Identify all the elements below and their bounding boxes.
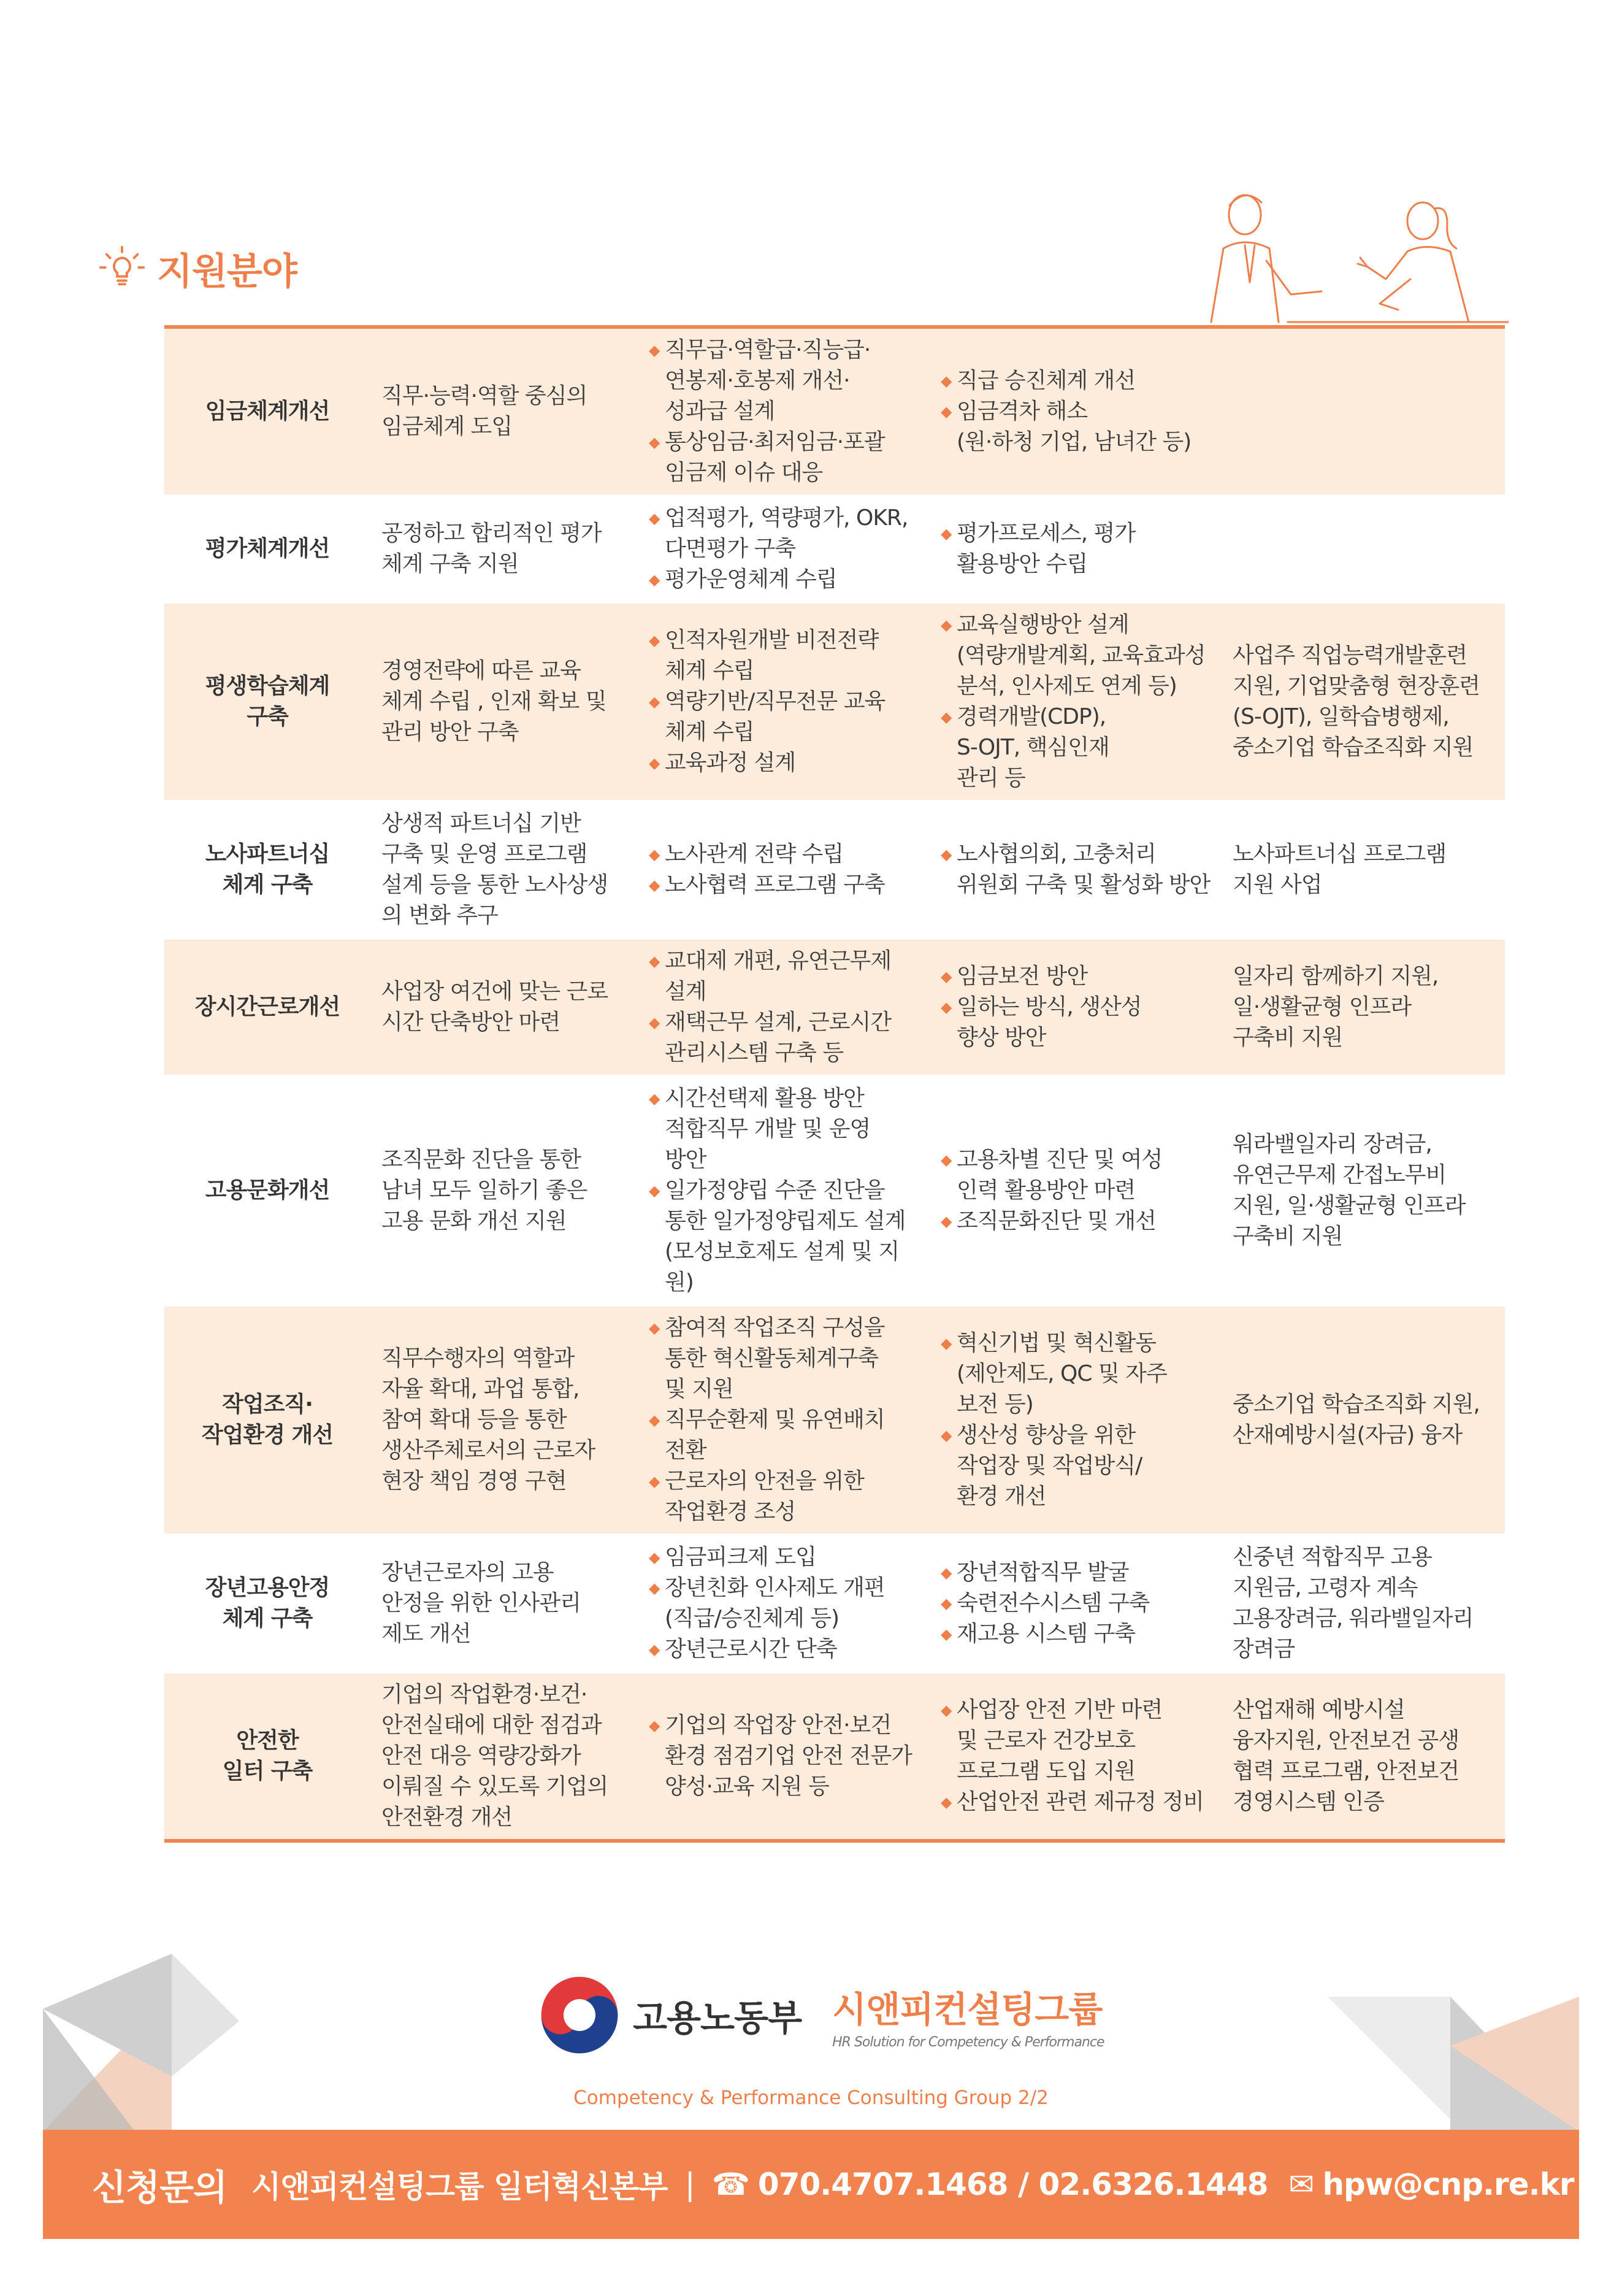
bullet-item bbox=[649, 1313, 919, 1405]
bullet-text: 임금피크제 도입 bbox=[665, 1545, 816, 1570]
bullet-text: 생산성 향상을 위한 작업장 및 작업방식/ 환경 개선 bbox=[957, 1423, 1142, 1509]
bullet-item bbox=[941, 1787, 1211, 1818]
support-cell: 일자리 함께하기 지원, 일·생활균형 인프라 구축비 지원 bbox=[1222, 939, 1505, 1076]
operation-cell bbox=[930, 1076, 1222, 1305]
goal-cell: 사업장 여건에 맞는 근로 시간 단축방안 마련 bbox=[370, 939, 638, 1076]
bullet-item bbox=[941, 839, 1211, 900]
bullet-diamond-icon: ◆ bbox=[941, 1427, 952, 1444]
bullet-item bbox=[649, 1710, 919, 1802]
system-cell bbox=[638, 801, 930, 939]
bullet-text: 역량기반/직무전문 교육 체계 수립 bbox=[665, 689, 886, 745]
table-row bbox=[164, 801, 1505, 939]
support-cell: 사업주 직업능력개발훈련 지원, 기업맞춤형 현장훈련 (S-OJT), 일학습병행제, 중소기업 학습조직화 지원 bbox=[1222, 602, 1505, 801]
bullet-diamond-icon: ◆ bbox=[941, 1794, 952, 1811]
bullet-diamond-icon: ◆ bbox=[941, 403, 952, 420]
bullet-diamond-icon: ◆ bbox=[649, 632, 660, 649]
section-header bbox=[98, 242, 297, 295]
operation-cell bbox=[930, 329, 1222, 496]
government-emblem-icon bbox=[540, 1975, 619, 2055]
bullet-text: 노사협력 프로그램 구축 bbox=[665, 872, 885, 897]
bullet-text: 임금격차 해소 (원·하청 기업, 남녀간 등) bbox=[957, 399, 1192, 455]
bullet-text: 조직문화진단 및 개선 bbox=[957, 1208, 1156, 1234]
bullet-item bbox=[941, 610, 1211, 702]
bullet-text: 기업의 작업장 안전·보건 환경 점검기업 안전 전문가 양성·교육 지원 등 bbox=[665, 1713, 912, 1799]
contact-email[interactable]: hpw@cnp.re.kr bbox=[1322, 2167, 1574, 2202]
bullet-item bbox=[941, 1206, 1211, 1237]
operation-cell bbox=[930, 496, 1222, 602]
system-cell bbox=[638, 329, 930, 496]
bullet-diamond-icon: ◆ bbox=[649, 1641, 660, 1658]
bullet-item bbox=[941, 518, 1211, 580]
bullet-item bbox=[649, 564, 919, 595]
bullet-text: 근로자의 안전을 위한 작업환경 조성 bbox=[665, 1469, 864, 1524]
bullet-item bbox=[941, 1588, 1211, 1619]
bullet-text: 숙련전수시스템 구축 bbox=[957, 1591, 1150, 1616]
category-cell: 장시간근로개선 bbox=[164, 939, 370, 1076]
bullet-diamond-icon: ◆ bbox=[649, 1717, 660, 1734]
bullet-item bbox=[649, 870, 919, 900]
goal-cell: 직무수행자의 역할과 자율 확대, 과업 통합, 참여 확대 등을 통한 생산주체로서의 근로자 현장 책임 경영 구현 bbox=[370, 1305, 638, 1535]
company-subtitle: HR Solution for Competency & Performance bbox=[832, 2034, 1104, 2050]
bullet-item bbox=[649, 427, 919, 488]
bullet-diamond-icon: ◆ bbox=[649, 754, 660, 772]
phone-icon: ☎ bbox=[711, 2167, 749, 2202]
bullet-item bbox=[649, 335, 919, 427]
bullet-diamond-icon: ◆ bbox=[649, 877, 660, 894]
bullet-text: 직급 승진체계 개선 bbox=[957, 368, 1136, 393]
bullet-item bbox=[941, 961, 1211, 992]
bullet-text: 임금보전 방안 bbox=[957, 964, 1088, 989]
bullet-diamond-icon: ◆ bbox=[649, 1549, 660, 1566]
bullet-diamond-icon: ◆ bbox=[941, 372, 952, 390]
bullet-text: 노사협의회, 고충처리 위원회 구축 및 활성화 방안 bbox=[957, 842, 1211, 897]
bullet-text: 직무순환제 및 유연배치 전환 bbox=[665, 1407, 885, 1463]
table-row bbox=[164, 939, 1505, 1076]
bullet-text: 장년근로시간 단축 bbox=[665, 1637, 837, 1662]
bullet-item bbox=[649, 1466, 919, 1527]
goal-cell: 직무·능력·역할 중심의 임금체계 도입 bbox=[370, 329, 638, 496]
bullet-item bbox=[649, 1007, 919, 1069]
bullet-item bbox=[941, 702, 1211, 794]
operation-cell bbox=[930, 939, 1222, 1076]
category-cell: 임금체계개선 bbox=[164, 329, 370, 496]
contact-phone[interactable]: 070.4707.1468 / 02.6326.1448 bbox=[757, 2167, 1268, 2202]
operation-cell bbox=[930, 1535, 1222, 1672]
bullet-text: 직무급·역할급·직능급· 연봉제·호봉제 개선· 성과급 설계 bbox=[665, 337, 871, 424]
category-cell: 평생학습체계 구축 bbox=[164, 602, 370, 801]
support-table bbox=[164, 329, 1505, 1843]
bullet-item bbox=[649, 1573, 919, 1634]
bullet-item bbox=[649, 1542, 919, 1573]
bullet-item bbox=[941, 396, 1211, 458]
system-cell bbox=[638, 1076, 930, 1305]
bullet-diamond-icon: ◆ bbox=[941, 1564, 952, 1581]
bullet-text: 재고용 시스템 구축 bbox=[957, 1621, 1136, 1646]
meeting-illustration bbox=[1165, 187, 1509, 328]
operation-cell bbox=[930, 602, 1222, 801]
bullet-diamond-icon: ◆ bbox=[941, 968, 952, 985]
operation-cell bbox=[930, 801, 1222, 939]
support-cell: 노사파트너십 프로그램 지원 사업 bbox=[1222, 801, 1505, 939]
system-cell bbox=[638, 1672, 930, 1841]
bullet-diamond-icon: ◆ bbox=[649, 1319, 660, 1337]
footer-decoration-right bbox=[1328, 1997, 1579, 2132]
category-cell: 작업조직· 작업환경 개선 bbox=[164, 1305, 370, 1535]
company-name: 시앤피컨설팅그룹 bbox=[832, 1988, 1103, 2030]
footer-tagline: Competency & Performance Consulting Group 2/2 bbox=[573, 2087, 1049, 2109]
bullet-item bbox=[941, 1557, 1211, 1588]
table-row bbox=[164, 1305, 1505, 1535]
category-cell: 장년고용안정 체계 구축 bbox=[164, 1535, 370, 1672]
bullet-diamond-icon: ◆ bbox=[941, 1595, 952, 1612]
bullet-text: 교육실행방안 설계 (역량개발계획, 교육효과성 분석, 인사제도 연계 등) bbox=[957, 612, 1206, 699]
bullet-item bbox=[649, 686, 919, 748]
bullet-diamond-icon: ◆ bbox=[941, 1213, 952, 1230]
company-logo bbox=[832, 1981, 1104, 2050]
bullet-text: 산업안전 관련 제규정 정비 bbox=[957, 1789, 1204, 1814]
goal-cell: 조직문화 진단을 통한 남녀 모두 일하기 좋은 고용 문화 개선 지원 bbox=[370, 1076, 638, 1305]
bullet-text: 장년친화 인사제도 개편 (직급/승진체계 등) bbox=[665, 1575, 885, 1631]
bullet-text: 일가정양립 수준 진단을 통한 일가정양립제도 설계 (모성보호제도 설계 및 지원) bbox=[665, 1178, 906, 1295]
contact-bar bbox=[43, 2130, 1579, 2239]
category-cell: 고용문화개선 bbox=[164, 1076, 370, 1305]
bullet-text: 인적자원개발 비전전략 체계 수립 bbox=[665, 628, 879, 683]
bullet-diamond-icon: ◆ bbox=[941, 525, 952, 542]
bullet-diamond-icon: ◆ bbox=[941, 1335, 952, 1352]
table-row bbox=[164, 1535, 1505, 1672]
table-row bbox=[164, 602, 1505, 801]
bullet-item bbox=[649, 1405, 919, 1466]
goal-cell: 상생적 파트너십 기반 구축 및 운영 프로그램 설계 등을 통한 노사상생 의 변화 추구 bbox=[370, 801, 638, 939]
bullet-item bbox=[649, 748, 919, 778]
bullet-text: 참여적 작업조직 구성을 통한 혁신활동체계구축 및 지원 bbox=[665, 1315, 885, 1402]
bullet-text: 평가프로세스, 평가 활용방안 수립 bbox=[957, 521, 1136, 577]
bullet-diamond-icon: ◆ bbox=[941, 1702, 952, 1719]
bullet-text: 사업장 안전 기반 마련 및 근로자 건강보호 프로그램 도입 지원 bbox=[957, 1697, 1163, 1784]
system-cell bbox=[638, 1305, 930, 1535]
bullet-text: 경력개발(CDP), S-OJT, 핵심인재 관리 등 bbox=[957, 704, 1109, 791]
bullet-diamond-icon: ◆ bbox=[649, 1411, 660, 1429]
goal-cell: 기업의 작업환경·보건· 안전실태에 대한 점검과 안전 대응 역량강화가 이뤄질 수 있도록 기업의 안전환경 개선 bbox=[370, 1672, 638, 1841]
bullet-diamond-icon: ◆ bbox=[649, 1182, 660, 1199]
category-cell: 안전한 일터 구축 bbox=[164, 1672, 370, 1841]
bullet-item bbox=[649, 839, 919, 870]
bullet-diamond-icon: ◆ bbox=[649, 1473, 660, 1490]
bullet-text: 업적평가, 역량평가, OKR, 다면평가 구축 bbox=[665, 505, 908, 561]
system-cell bbox=[638, 602, 930, 801]
support-cell: 신중년 적합직무 고용 지원금, 고령자 계속 고용장려금, 워라밸일자리 장려금 bbox=[1222, 1535, 1505, 1672]
bullet-item bbox=[941, 1328, 1211, 1420]
support-cell: 산업재해 예방시설 융자지원, 안전보건 공생 협력 프로그램, 안전보건 경영시스템 인증 bbox=[1222, 1672, 1505, 1841]
bullet-diamond-icon: ◆ bbox=[941, 846, 952, 863]
bullet-text: 장년적합직무 발굴 bbox=[957, 1560, 1129, 1585]
bullet-item bbox=[941, 1619, 1211, 1649]
ministry-logo-text: 고용노동부 bbox=[633, 1997, 802, 2039]
section-title: 지원분야 bbox=[157, 250, 297, 293]
system-cell bbox=[638, 1535, 930, 1672]
bullet-item bbox=[649, 1083, 919, 1175]
bullet-item bbox=[941, 992, 1211, 1053]
lightbulb-icon bbox=[98, 245, 146, 293]
table-row bbox=[164, 496, 1505, 602]
support-cell bbox=[1222, 329, 1505, 496]
bullet-text: 고용차별 진단 및 여성 인력 활용방안 마련 bbox=[957, 1147, 1163, 1203]
bullet-item bbox=[649, 946, 919, 1007]
operation-cell bbox=[930, 1305, 1222, 1535]
goal-cell: 공정하고 합리적인 평가 체계 구축 지원 bbox=[370, 496, 638, 602]
bullet-text: 재택근무 설계, 근로시간 관리시스템 구축 등 bbox=[665, 1010, 892, 1065]
support-cell bbox=[1222, 496, 1505, 602]
category-cell: 노사파트너십 체계 구축 bbox=[164, 801, 370, 939]
system-cell bbox=[638, 496, 930, 602]
bullet-diamond-icon: ◆ bbox=[649, 571, 660, 588]
footer-logos bbox=[540, 1975, 1104, 2055]
category-cell: 평가체계개선 bbox=[164, 496, 370, 602]
table-row bbox=[164, 329, 1505, 496]
bullet-text: 평가운영체계 수립 bbox=[665, 567, 837, 592]
bullet-diamond-icon: ◆ bbox=[649, 1580, 660, 1597]
bullet-diamond-icon: ◆ bbox=[649, 846, 660, 863]
bullet-item bbox=[941, 1695, 1211, 1787]
bullet-diamond-icon: ◆ bbox=[941, 999, 952, 1016]
bullet-item bbox=[941, 366, 1211, 396]
bullet-text: 교육과정 설계 bbox=[665, 750, 796, 775]
bullet-item bbox=[941, 1420, 1211, 1512]
bullet-item bbox=[649, 1634, 919, 1665]
bullet-diamond-icon: ◆ bbox=[649, 1090, 660, 1107]
bullet-text: 일하는 방식, 생산성 향상 방안 bbox=[957, 994, 1142, 1050]
bullet-item bbox=[649, 1175, 919, 1298]
support-cell: 워라밸일자리 장려금, 유연근무제 간접노무비 지원, 일·생활균형 인프라 구축비 지원 bbox=[1222, 1076, 1505, 1305]
bullet-item bbox=[649, 503, 919, 564]
bullet-diamond-icon: ◆ bbox=[649, 510, 660, 527]
goal-cell: 장년근로자의 고용 안정을 위한 인사관리 제도 개선 bbox=[370, 1535, 638, 1672]
bullet-text: 노사관계 전략 수립 bbox=[665, 842, 844, 867]
operation-cell bbox=[930, 1672, 1222, 1841]
bullet-diamond-icon: ◆ bbox=[649, 434, 660, 451]
bullet-diamond-icon: ◆ bbox=[941, 708, 952, 726]
bullet-diamond-icon: ◆ bbox=[649, 953, 660, 970]
bullet-text: 혁신기법 및 혁신활동 (제안제도, QC 및 자주 보전 등) bbox=[957, 1330, 1167, 1417]
bullet-diamond-icon: ◆ bbox=[941, 1626, 952, 1643]
bullet-text: 교대제 개편, 유연근무제 설계 bbox=[665, 948, 892, 1004]
table-row bbox=[164, 1672, 1505, 1841]
bullet-item bbox=[649, 625, 919, 686]
table-row bbox=[164, 1076, 1505, 1305]
bullet-diamond-icon: ◆ bbox=[649, 342, 660, 359]
bullet-text: 시간선택제 활용 방안 적합직무 개발 및 운영 방안 bbox=[665, 1086, 871, 1172]
bullet-diamond-icon: ◆ bbox=[649, 1014, 660, 1031]
bullet-diamond-icon: ◆ bbox=[649, 693, 660, 710]
goal-cell: 경영전략에 따른 교육 체계 수립 , 인재 확보 및 관리 방안 구축 bbox=[370, 602, 638, 801]
support-cell: 중소기업 학습조직화 지원, 산재예방시설(자금) 융자 bbox=[1222, 1305, 1505, 1535]
contact-separator: | bbox=[684, 2167, 695, 2202]
bullet-text: 통상임금·최저임금·포괄 임금제 이슈 대응 bbox=[665, 429, 885, 485]
contact-organization: 시앤피컨설팅그룹 일터혁신본부 bbox=[251, 2169, 668, 2205]
bullet-diamond-icon: ◆ bbox=[941, 616, 952, 634]
system-cell bbox=[638, 939, 930, 1076]
contact-label: 신청문의 bbox=[92, 2167, 228, 2208]
mail-icon: ✉ bbox=[1288, 2167, 1314, 2202]
bullet-diamond-icon: ◆ bbox=[941, 1151, 952, 1169]
bullet-item bbox=[941, 1145, 1211, 1206]
